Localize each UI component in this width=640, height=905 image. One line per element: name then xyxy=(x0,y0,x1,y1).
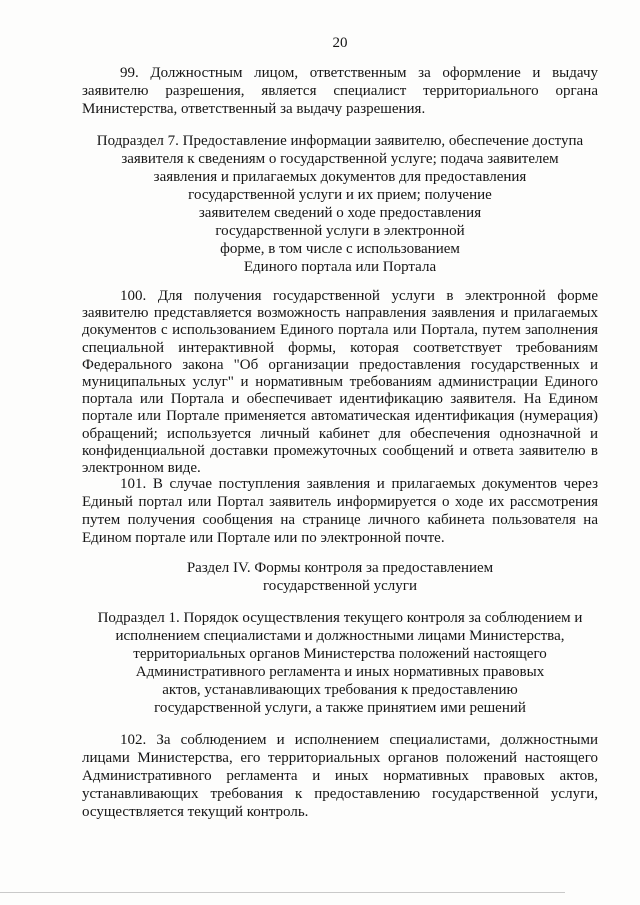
paragraph-line: специальной интерактивной формы, которая соответствует требованиям xyxy=(82,339,598,356)
heading-line: государственной услуги и их прием; получение xyxy=(188,187,492,203)
heading-line: государственной услуги, а также принятием ими решений xyxy=(154,700,526,716)
paragraph-line: Единый портал или Портал заявитель информируется о ходе их рассмотрения xyxy=(82,494,598,510)
heading-line: государственной услуги xyxy=(263,578,417,594)
paragraph-line: лицами Министерства, его территориальных органов положений настоящего xyxy=(82,750,598,766)
heading-line: Административного регламента и иных нормативных правовых xyxy=(135,664,545,680)
scan-edge-line xyxy=(0,892,565,893)
paragraph-line: путем получения сообщения на странице личного кабинета пользователя на xyxy=(82,512,598,528)
paragraph-line: 100. Для получения государственной услуги в электронной форме xyxy=(120,288,598,304)
paragraph-line: Административного регламента и иных нормативных правовых актов, xyxy=(82,768,598,784)
paragraph-102 xyxy=(82,731,598,821)
heading-line: исполнением специалистами и должностными лицами Министерства, xyxy=(115,628,565,644)
paragraph-line: Федерального закона "Об организации предоставления государственных и xyxy=(82,356,598,373)
paragraph-line: электронном виде. xyxy=(82,459,201,476)
paragraph-line: заявителю разрешения, является специалист территориального органа xyxy=(82,83,598,99)
paragraph-100 xyxy=(82,288,598,477)
paragraph-line: заявителю представляется возможность направления заявления и прилагаемых xyxy=(82,305,598,322)
paragraph-line: 101. В случае поступления заявления и прилагаемых документов через xyxy=(120,476,598,492)
heading-line: Подраздел 7. Предоставление информации заявителю, обеспечение доступа xyxy=(96,133,584,149)
heading-line: заявителем сведений о ходе предоставления xyxy=(198,205,482,221)
heading-line: заявителя к сведениям о государственной услуге; подача заявителем xyxy=(121,151,559,167)
paragraph-line: 102. За соблюдением и исполнением специалистами, должностными xyxy=(120,732,598,748)
subsection-1-heading xyxy=(82,609,598,717)
page-number-text: 20 xyxy=(332,35,348,51)
paragraph-line: обращений; используется личный кабинет для обеспечения однозначной и xyxy=(82,425,598,442)
paragraph-line: Едином портале или Портале или по электронной почте. xyxy=(82,530,445,546)
subsection-7-heading xyxy=(82,132,598,276)
heading-line: актов, устанавливающих требования к предоставлению xyxy=(162,682,518,698)
paragraph-line: портала или Портала и обеспечивает идентификацию заявителя. На Едином xyxy=(82,391,598,408)
paragraph-line: устанавливающих требования к предоставлению государственной услуги, xyxy=(82,786,598,802)
paragraph-99 xyxy=(82,64,598,118)
paragraph-101 xyxy=(82,475,598,547)
paragraph-line: осуществляется текущий контроль. xyxy=(82,804,309,820)
heading-line: заявления и прилагаемых документов для предоставления xyxy=(153,169,527,185)
heading-line: территориальных органов Министерства положений настоящего xyxy=(133,646,547,662)
section-4-heading xyxy=(82,559,598,595)
page-number xyxy=(82,34,598,52)
heading-line: форме, в том числе с использованием xyxy=(220,241,460,257)
heading-line: Подраздел 1. Порядок осуществления текущего контроля за соблюдением и xyxy=(97,610,583,626)
heading-line: Раздел IV. Формы контроля за предоставлением xyxy=(186,560,494,576)
paragraph-line: муниципальных услуг" и нормативным требованиям администрации Единого xyxy=(82,373,598,390)
paragraph-line: портале или Портале применяется автоматическая идентификация (нумерация) xyxy=(82,408,598,425)
paragraph-line: документов с использованием Единого портала или Портала, путем заполнения xyxy=(82,322,598,339)
paragraph-line: 99. Должностным лицом, ответственным за оформление и выдачу xyxy=(120,65,598,81)
heading-line: Единого портала или Портала xyxy=(243,259,437,275)
paragraph-line: конфиденциальной доставки промежуточных сообщений и ответа заявителю в xyxy=(82,442,598,459)
heading-line: государственной услуги в электронной xyxy=(215,223,465,239)
paragraph-line: Министерства, ответственный за выдачу разрешения. xyxy=(82,101,426,117)
